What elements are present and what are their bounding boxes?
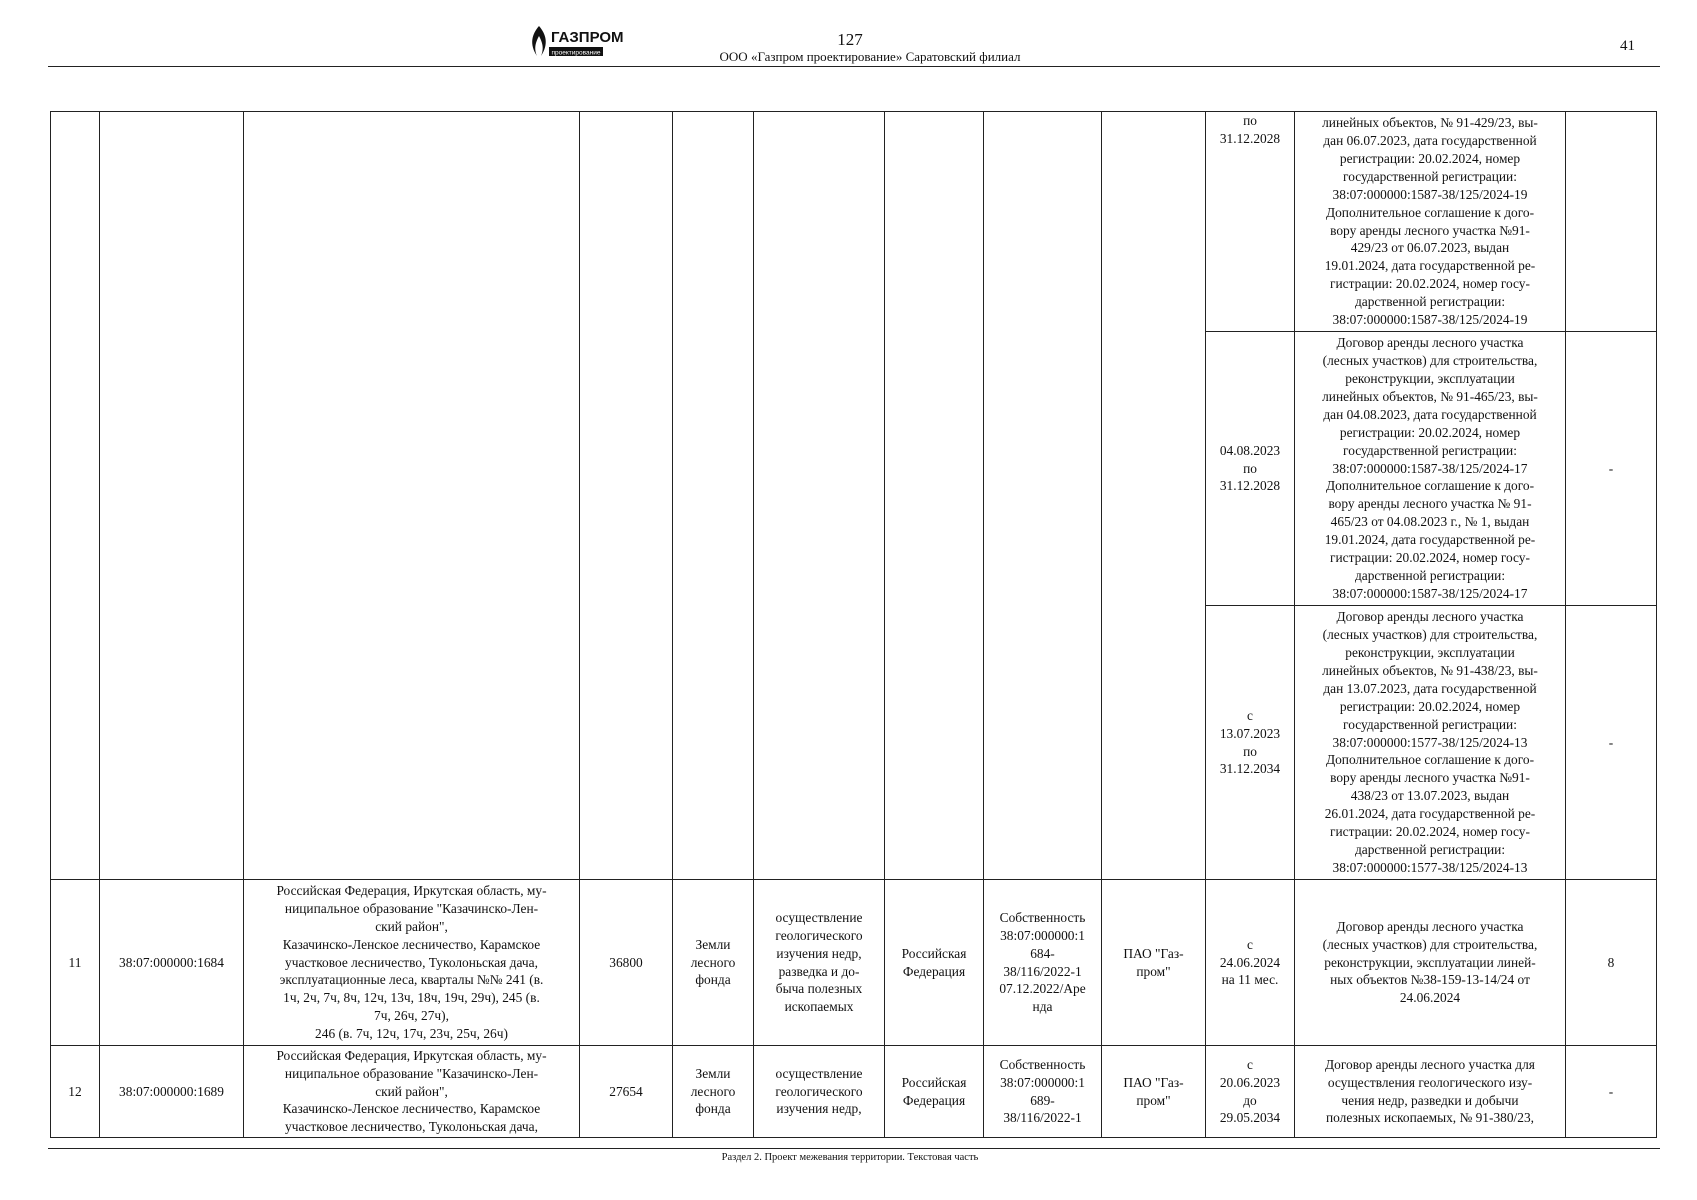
cell-use: осуществление геологического изучения недр, — [754, 1046, 885, 1138]
header-divider — [48, 66, 1660, 67]
cell-address: Российская Федерация, Иркутская область, му- ниципальное образование "Казачинско-Лен- ский район", Казачинско-Ленское лесничество, Карамское участковое лесничество, Туколоньская дача, эксплуатационные леса, кварталы №№ 241 (в. 1ч, 2ч, 7ч, 8ч, 12ч, 13ч, 18ч, 19ч, 29ч), 245 (в. 7ч, 26ч, 27ч), 246 (в. 7ч, 12ч, 17ч, 23ч, 25ч, 26ч) — [244, 880, 580, 1046]
cell-right-empty — [984, 112, 1102, 880]
cell-last: - — [1566, 606, 1657, 880]
cell-address-empty — [244, 112, 580, 880]
cell-address: Российская Федерация, Иркутская область, му- ниципальное образование "Казачинско-Лен- ский район", Казачинско-Ленское лесничество, Карамское участковое лесничество, Туколоньская дача, — [244, 1046, 580, 1138]
cell-document: Договор аренды лесного участка (лесных участков) для строительства, реконструкции, эксплуатации линейных объектов, № 91-465/23, вы- дан 04.08.2023, дата государственной регистрации: 20.02.2024, номер государственной регистрации: 38:07:000000:1587-38/125/2024-17 Дополнительное соглашение к дого- вору аренды лесного участка № 91- 465/23 от 04.08.2023 г., № 1, выдан 19.01.2024, дата государственной ре- гистрации: 20.02.2024, номер госу- дарственной регистрации: 38:07:000000:1587-38/125/2024-17 — [1295, 332, 1566, 606]
cell-owner: Российская Федерация — [885, 1046, 984, 1138]
cell-period: с 24.06.2024 на 11 мес. — [1206, 880, 1295, 1046]
cell-owner-empty — [885, 112, 984, 880]
footer-divider — [48, 1148, 1660, 1149]
table-row-11 — [51, 880, 1657, 1046]
cell-period: по 31.12.2028 — [1206, 112, 1295, 332]
logo-subtitle: проектирование — [551, 49, 601, 57]
cell-holder: ПАО "Газ- пром" — [1102, 880, 1206, 1046]
cell-num-empty — [51, 112, 100, 880]
cell-last — [1566, 112, 1657, 332]
footer-caption: Раздел 2. Проект межевания территории. Текстовая часть — [721, 1152, 979, 1163]
cell-document: Договор аренды лесного участка (лесных участков) для строительства, реконструкции, эксплуатации линейных объектов, № 91-438/23, вы- дан 13.07.2023, дата государственной регистрации: 20.02.2024, номер государственной регистрации: 38:07:000000:1577-38/125/2024-13 Дополнительное соглашение к дого- вору аренды лесного участка №91- 438/23 от 13.07.2023, выдан 26.01.2024, дата государственной ре- гистрации: 20.02.2024, номер госу- дарственной регистрации: 38:07:000000:1577-38/125/2024-13 — [1295, 606, 1566, 880]
cell-document: Договор аренды лесного участка (лесных участков) для строительства, реконструкции, эксплуатации линей- ных объектов №38-159-13-14/24 от 24.06.2024 — [1295, 880, 1566, 1046]
table-row-12 — [51, 1046, 1657, 1138]
land-plots-table — [50, 111, 1657, 1138]
cell-holder-empty — [1102, 112, 1206, 880]
cell-num: 11 — [51, 880, 100, 1046]
cell-area-empty — [580, 112, 673, 880]
cell-num: 12 — [51, 1046, 100, 1138]
cell-use: осуществление геологического изучения недр, разведка и до- быча полезных ископаемых — [754, 880, 885, 1046]
cell-use-empty — [754, 112, 885, 880]
sheet-number: 41 — [1620, 38, 1635, 54]
cell-last: - — [1566, 332, 1657, 606]
cell-category-empty — [673, 112, 754, 880]
cell-category: Земли лесного фонда — [673, 1046, 754, 1138]
cell-period: 04.08.2023 по 31.12.2028 — [1206, 332, 1295, 606]
cell-last: - — [1566, 1046, 1657, 1138]
cell-cadastral: 38:07:000000:1689 — [100, 1046, 244, 1138]
cell-holder: ПАО "Газ- пром" — [1102, 1046, 1206, 1138]
cell-document: линейных объектов, № 91-429/23, вы- дан 06.07.2023, дата государственной регистрации: 20.02.2024, номер государственной регистрации: 38:07:000000:1587-38/125/2024-19 Дополнительное соглашение к дого- вору аренды лесного участка №91- 429/23 от 06.07.2023, выдан 19.01.2024, дата государственной ре- гистрации: 20.02.2024, номер госу- дарственной регистрации: 38:07:000000:1587-38/125/2024-19 — [1295, 112, 1566, 332]
cell-category: Земли лесного фонда — [673, 880, 754, 1046]
cell-area: 36800 — [580, 880, 673, 1046]
cell-cadastral: 38:07:000000:1684 — [100, 880, 244, 1046]
cell-owner: Российская Федерация — [885, 880, 984, 1046]
gazprom-logo — [525, 22, 624, 62]
cell-cadastral-empty — [100, 112, 244, 880]
cell-area: 27654 — [580, 1046, 673, 1138]
document-page-number: 127 — [837, 30, 863, 49]
table-row-continuation-1 — [51, 112, 1657, 332]
cell-period: с 20.06.2023 до 29.05.2034 — [1206, 1046, 1295, 1138]
cell-last: 8 — [1566, 880, 1657, 1046]
cell-period: с 13.07.2023 по 31.12.2034 — [1206, 606, 1295, 880]
organization-name: ООО «Газпром проектирование» Саратовский филиал — [719, 49, 1021, 64]
cell-right: Собственность 38:07:000000:1 689- 38/116/2022-1 — [984, 1046, 1102, 1138]
cell-right: Собственность 38:07:000000:1 684- 38/116/2022-1 07.12.2022/Аре нда — [984, 880, 1102, 1046]
logo-title: ГАЗПРОМ — [551, 29, 624, 46]
cell-document: Договор аренды лесного участка для осуществления геологического изу- чения недр, разведки и добычи полезных ископаемых, № 91-380/23, — [1295, 1046, 1566, 1138]
